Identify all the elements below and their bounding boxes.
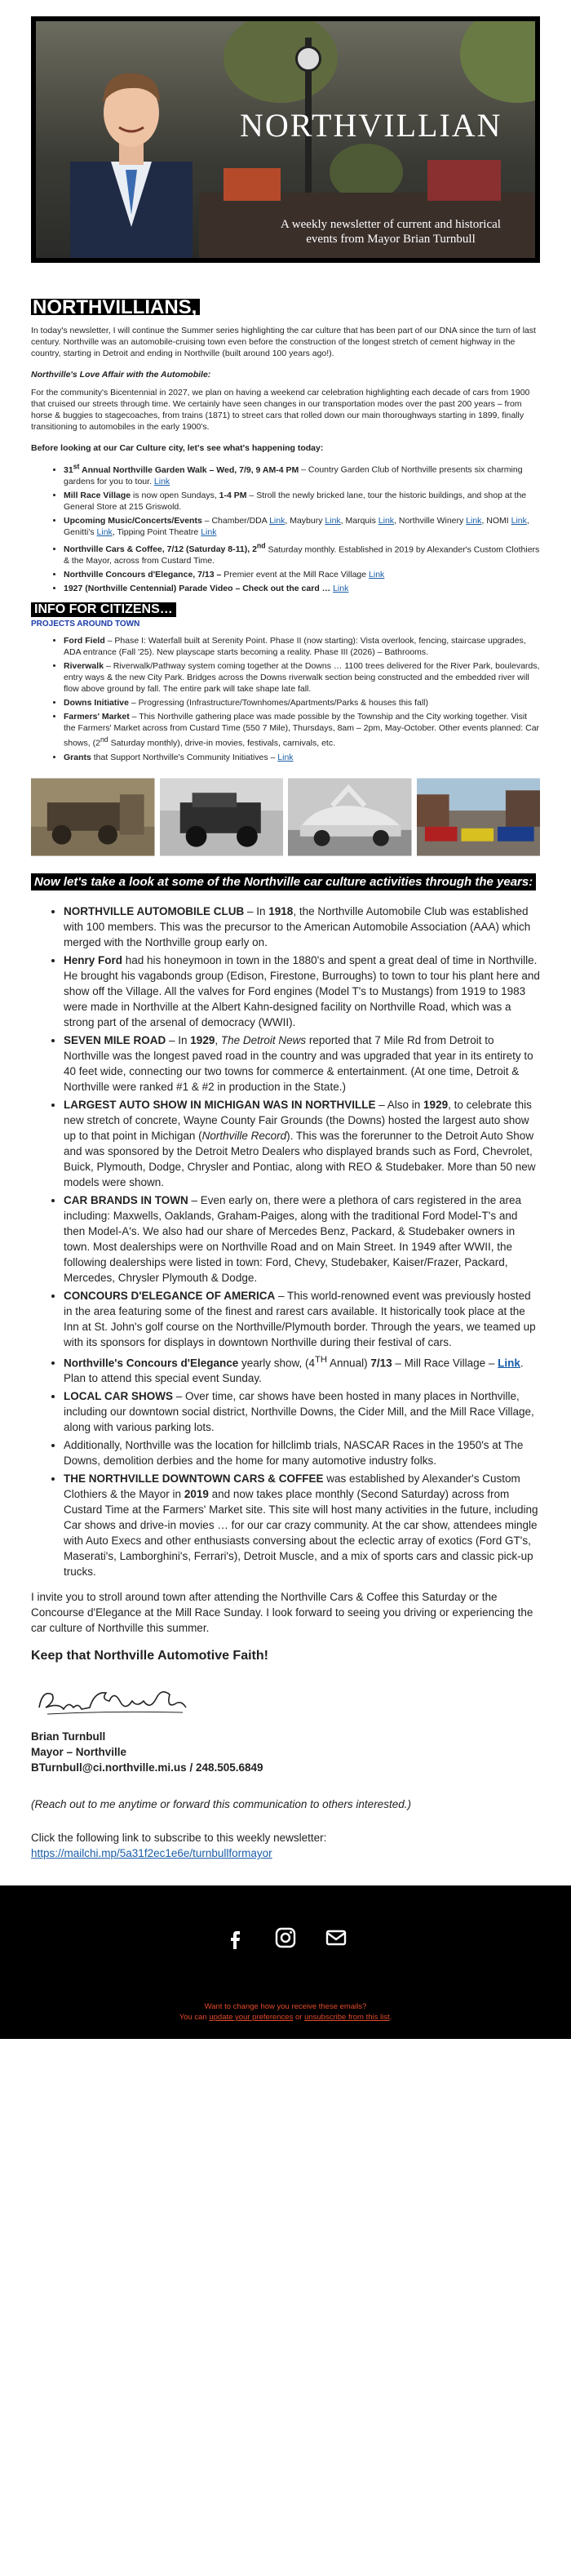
facebook-icon[interactable] xyxy=(224,1926,246,1949)
item-bold: CAR BRANDS IN TOWN xyxy=(64,1193,188,1206)
mayor-phone: / 248.505.6849 xyxy=(186,1761,263,1774)
item-italic: The Detroit News xyxy=(220,1033,307,1046)
footer xyxy=(0,1885,571,2039)
mercedes-gullwing-photo xyxy=(288,778,412,856)
item-bold: 7/13 xyxy=(370,1357,392,1369)
item-bold: Annual Northville Garden Walk – Wed, 7/9, 9 AM-4 PM xyxy=(79,464,299,475)
item-sup: nd xyxy=(256,541,266,550)
info-heading: INFO FOR CITIZENS… xyxy=(31,602,176,617)
list-item xyxy=(64,1288,540,1350)
photo-strip xyxy=(31,778,540,856)
item-sup: st xyxy=(73,462,80,470)
footer-text: or xyxy=(293,2013,305,2022)
list-item xyxy=(64,752,540,763)
item-bold: Mill Race Village xyxy=(64,490,131,500)
item-bold: NORTHVILLE AUTOMOBILE CLUB xyxy=(64,904,245,917)
item-bold: 1929 xyxy=(423,1098,449,1111)
projects-subheading: PROJECTS AROUND TOWN xyxy=(31,620,140,628)
venue-name: Maybury xyxy=(290,515,323,526)
item-text: was established by Alexander's Custom Clothiers & the Mayor in xyxy=(64,1472,520,1500)
item-bold: LARGEST AUTO SHOW IN MICHIGAN WAS IN NORTHVILLE xyxy=(64,1098,376,1111)
item-bold: Downs Initiative xyxy=(64,698,129,708)
greeting-heading: NORTHVILLIANS, xyxy=(31,299,200,315)
hero-title: NORTHVILLIAN xyxy=(240,107,502,144)
list-item xyxy=(64,660,540,695)
hero-banner xyxy=(31,16,540,263)
unsubscribe-link[interactable]: unsubscribe from this list xyxy=(304,2013,390,2022)
footer-question: Want to change how you receive these emails? xyxy=(204,2002,367,2011)
hero-section xyxy=(0,0,571,282)
item-bold: 1929 xyxy=(190,1033,215,1046)
item-bold: Northville's Concours d'Elegance xyxy=(64,1357,239,1369)
list-item xyxy=(64,1352,540,1387)
love-affair-heading: Northville's Love Affair with the Automobile: xyxy=(31,370,211,380)
list-item xyxy=(64,1193,540,1286)
hero-subtitle-line: events from Mayor Brian Turnbull xyxy=(306,233,476,246)
genittis-link[interactable]: Link xyxy=(96,526,113,537)
item-text: – Over time, car shows have been hosted in many places in Northville, including our downtown social district, Northville Downs, the Cider Mill, and the Mill Race Village, along with various parking lots. xyxy=(64,1390,534,1433)
list-item: • Upcoming Music/Concerts/Events – Chamber/DDA Link, Maybury Link, Marquis Link, Northville Winery Link, NOMI Link, Genitti's Link, Tipping Point Theatre Link xyxy=(64,515,540,538)
list-item xyxy=(64,953,540,1030)
item-text: had his honeymoon in town in the 1880's and spent a great deal of time in Northville. He brought his vagabonds group (Edison, Firestone, Burroughs) to town to tour his plant here and show off the Village. All the valves for Ford engines (Model T's to Mustangs) from 1919 to 1983 were made in Northville at the Albert Kahn-designed facility on Northville Road, which was a strong part of the arsenal of democracy (WWII). xyxy=(64,953,540,1028)
item-bold: 31 xyxy=(64,464,73,475)
projects-list xyxy=(31,635,540,763)
item-bold: 2019 xyxy=(184,1488,209,1500)
parade-video-link[interactable]: Link xyxy=(333,584,349,593)
list-item xyxy=(64,583,540,594)
intro-paragraph: In today's newsletter, I will continue the Summer series highlighting the car culture that has been part of our DNA since the turn of last century. Northville was an automobile-cruising town even before the construction of the longest stretch of cement highway in the country, starting in Detroit and ending in Northville (built around 100 years ago!). xyxy=(31,326,536,358)
item-text: – Progressing (Infrastructure/Townhomes/Apartments/Parks & houses this fall) xyxy=(128,698,429,708)
item-text: that Support Northville's Community Initiatives – xyxy=(91,752,278,762)
item-bold: Northville Concours d'Elegance, 7/13 – xyxy=(64,570,222,580)
instagram-icon[interactable] xyxy=(274,1926,297,1949)
item-text: reported that 7 Mile Rd from Detroit to Northville was the longest paved road in the country and was upgraded that year in its entirety to 40 feet wide, connecting our two towns for commerce & entertainment. (At one time, Detroit & Northville were ranked #1 & #2 in production in the State.) xyxy=(64,1033,533,1093)
item-text: – Even early on, there were a plethora of cars registered in the area including: Maxwells, Oaklands, Graham-Paiges, along with the traditional Ford Model-T's and then Model-A's. We also had our share of Mercedes Benz, Packard, & Studebaker owners in town. Most dealerships were on Northville Road and on Main Street. In 1949 after WWII, the following dealerships were listed in town: Ford, Chevy, Studebaker, Kaiser/Frazer, Packard, Mercedes, Chrysler Plymouth & Dodge. xyxy=(64,1193,521,1284)
footer-text: . xyxy=(389,2013,392,2022)
footer-options xyxy=(0,2012,571,2023)
culture-list xyxy=(31,904,540,1580)
item-text: yearly show, (4 xyxy=(238,1357,316,1369)
item-text: . Plan to attend this special event Sunday. xyxy=(64,1357,524,1384)
venue-name: Northville Winery xyxy=(398,515,464,526)
mayor-contact xyxy=(31,1760,540,1775)
garden-walk-link[interactable]: Link xyxy=(153,476,170,486)
hero-subtitle-line: A weekly newsletter of current and historical xyxy=(281,218,501,231)
list-item xyxy=(64,711,540,749)
chamber-link[interactable]: Link xyxy=(269,515,286,526)
reach-out-note: (Reach out to me anytime or forward this communication to others interested.) xyxy=(31,1798,411,1810)
concours-link[interactable]: Link xyxy=(369,570,385,580)
nomi-link[interactable]: Link xyxy=(511,515,527,526)
maybury-link[interactable]: Link xyxy=(325,515,341,526)
item-text: – This world-renowned event was previously hosted in the area featuring some of the finest and rarest cars available. It historically took place at the Inn at St. John's golf course on the Northville/Plymouth border. Through the years, we teamed up with its sponsors for displays in downtown Northville during their festival of cars. xyxy=(64,1289,536,1348)
item-text: ). This was the forerunner to the Detroit Auto Show and was sponsored by the Detroit Metro Dealers who displayed brands such as Ford, Chevrolet, Buick, Plymouth, Dodge, Chrysler and Pontiac, along with REO & Studebaker. More than 50 new models were shown. xyxy=(64,1129,536,1188)
item-bold: LOCAL CAR SHOWS xyxy=(64,1390,173,1402)
item-text: – In xyxy=(166,1033,191,1046)
item-bold: Riverwalk xyxy=(64,661,104,671)
love-affair-paragraph: For the community's Bicentennial in 2027, we plan on having a weekend car celebration highlighting each decade of cars from 1900 that cruised our streets through time. We certainly have seen changes in our transportation modes over the past 200 years – from horse & buggies to stagecoaches, from trains (1871) to street cars that rolled down our main thoroughways starting in 1899, finally transitioning to automobiles in the early 1900's. xyxy=(31,388,530,432)
list-item xyxy=(64,1471,540,1579)
item-bold: Farmers' Market xyxy=(64,712,130,722)
mayor-portrait xyxy=(54,39,201,260)
mayor-name: Brian Turnbull xyxy=(31,1730,106,1743)
item-text: Additionally, Northville was the location for hillclimb trials, NASCAR Races in the 1950's at The Downs, demolition derbies and the home for many automotive industry folks. xyxy=(64,1439,524,1467)
item-bold: 1-4 PM xyxy=(219,490,247,500)
venue-name: NOMI xyxy=(486,515,509,526)
social-links xyxy=(0,1926,571,1949)
list-item xyxy=(64,1388,540,1435)
item-italic: Northville Record xyxy=(201,1129,287,1142)
mill-race-concours-link[interactable]: Link xyxy=(498,1357,520,1369)
item-text: , the Northville Automobile Club was established with 100 members. This was the precursor to the American Automobile Association (AAA) which merged with the Northville group early on. xyxy=(64,904,531,948)
item-text: – Phase I: Waterfall built at Serenity Point. Phase II (now starting): Vista overlook, fencing, staircase upgrades, ADA entrance (Fall '25). New playscape starts becoming a reality. Phase III (2026) – Bathrooms. xyxy=(64,636,526,657)
culture-banner: Now let's take a look at some of the Northville car culture activities through the years: xyxy=(31,873,536,890)
item-bold: Ford Field xyxy=(64,636,105,646)
item-text: Saturday monthly. Established in 2019 by Alexander's Custom Clothiers & the Mayor, across from Custard Time. xyxy=(64,544,540,566)
venue-name: Marquis xyxy=(345,515,376,526)
list-item xyxy=(64,1437,540,1468)
tipping-point-link[interactable]: Link xyxy=(201,526,217,537)
venue-name: Tipping Point Theatre xyxy=(117,526,199,537)
list-item xyxy=(64,904,540,950)
item-text: Annual) xyxy=(327,1357,371,1369)
item-bold: 1918 xyxy=(268,904,294,917)
item-bold: CONCOURS D'ELEGANCE OF AMERICA xyxy=(64,1289,276,1302)
list-item xyxy=(64,490,540,513)
item-text: – Mill Race Village – xyxy=(392,1357,498,1369)
mayor-title: Mayor – Northville xyxy=(31,1746,127,1758)
content xyxy=(0,282,571,1861)
item-bold: 1927 (Northville Centennial) Parade Video – Check out the card … xyxy=(64,584,334,593)
list-item xyxy=(64,1033,540,1095)
item-text: – Chamber/DDA xyxy=(201,515,270,526)
item-bold: THE NORTHVILLE DOWNTOWN CARS & COFFEE xyxy=(64,1472,324,1485)
subscribe-text: Click the following link to subscribe to this weekly newsletter: xyxy=(31,1832,327,1844)
list-item xyxy=(64,1097,540,1190)
item-bold: SEVEN MILE ROAD xyxy=(64,1033,166,1046)
item-text: Premier event at the Mill Race Village xyxy=(221,570,370,580)
culture-banner-wrap xyxy=(31,873,540,894)
sign-off-heading: Keep that Northville Automotive Faith! xyxy=(31,1649,268,1663)
winery-link[interactable]: Link xyxy=(466,515,482,526)
item-bold: Grants xyxy=(64,752,91,762)
model-t-photo xyxy=(160,778,284,856)
item-text: , to celebrate this new stretch of concrete, Wayne County Fair Grounds (the Downs) hosted the largest auto show up to that point in Michigan ( xyxy=(64,1098,532,1142)
signature-image xyxy=(31,1683,194,1721)
item-text: is now open Sundays, xyxy=(131,490,219,500)
list-item xyxy=(64,697,540,708)
update-preferences-link[interactable]: update your preferences xyxy=(209,2013,294,2022)
closing-paragraph: I invite you to stroll around town after attending the Northville Cars & Coffee this Saturday or the Concourse d'Elegance at the Mill Race Sunday. I look forward to seeing you driving or experiencing the car culture of Northville this summer. xyxy=(31,1591,533,1634)
item-sup: TH xyxy=(315,1354,328,1365)
item-text: – This Northville gathering place was made possible by the Township and the City working together. Visit the Farmers' Market across from Custard Time (550 7 Mile), Thursdays, 8am – 2pm, May-October. Other events planned: Car shows, (2 xyxy=(64,712,540,748)
grants-link[interactable]: Link xyxy=(277,752,294,762)
venue-name: Genitti's xyxy=(64,526,95,537)
email-icon[interactable] xyxy=(325,1926,347,1949)
happening-heading: Before looking at our Car Culture city, let's see what's happening today: xyxy=(31,443,324,453)
list-item xyxy=(64,460,540,487)
list-item xyxy=(64,540,540,567)
item-text: – Also in xyxy=(375,1098,424,1111)
item-bold: Upcoming Music/Concerts/Events xyxy=(64,515,202,526)
vintage-car-photo xyxy=(31,778,155,856)
car-show-photo xyxy=(417,778,541,856)
marquis-link[interactable]: Link xyxy=(378,515,395,526)
item-bold: Northville Cars & Coffee, 7/12 (Saturday 8-11), 2 xyxy=(64,544,257,554)
item-text: – Stroll the newly bricked lane, tour the historic buildings, and shop at the General Store at 215 Griswold. xyxy=(64,490,527,512)
item-text: – Country Garden Club of Northville presents six charming gardens for you to tour. xyxy=(64,464,523,486)
mayor-email[interactable]: BTurnbull@ci.northville.mi.us xyxy=(31,1761,187,1774)
contact-block xyxy=(31,1729,540,1775)
item-text: Saturday monthly), drive-in movies, festivals, carnivals, etc. xyxy=(108,738,336,748)
item-text: – Riverwalk/Pathway system coming together at the Downs … 1100 trees delivered for the River Park, boulevards, entry ways & the new City Park. Bridges across the Downs riverwalk section being constructed and the embedded river will flow above ground by fall. The entire park will take shape late fall. xyxy=(64,661,540,694)
item-text: and now takes place monthly (Second Saturday) across from Custard Time at the Farmers' Market site. This site will host many activities in the future, including Car shows and drive-in movies … for our car crazy community. At the car show, attendees mingle with Auto Execs and other enthusiasts conversing about the eclectic array of exotics (Ford GT's, Maserati's, Lamborghini's, Ferrari's), Detroit Muscle, and a mix of sports cars and classic pick-up trucks. xyxy=(64,1488,538,1578)
item-sup: nd xyxy=(100,735,108,744)
happening-list xyxy=(31,460,540,594)
hero-subtitle xyxy=(232,217,540,246)
list-item xyxy=(64,569,540,580)
item-text: – In xyxy=(244,904,269,917)
item-text: , xyxy=(215,1033,221,1046)
subscribe-link[interactable]: https://mailchi.mp/5a31f2ec1e6e/turnbullformayor xyxy=(31,1847,272,1859)
item-bold: Henry Ford xyxy=(64,953,123,966)
footer-text: You can xyxy=(179,2013,210,2022)
list-item xyxy=(64,635,540,658)
